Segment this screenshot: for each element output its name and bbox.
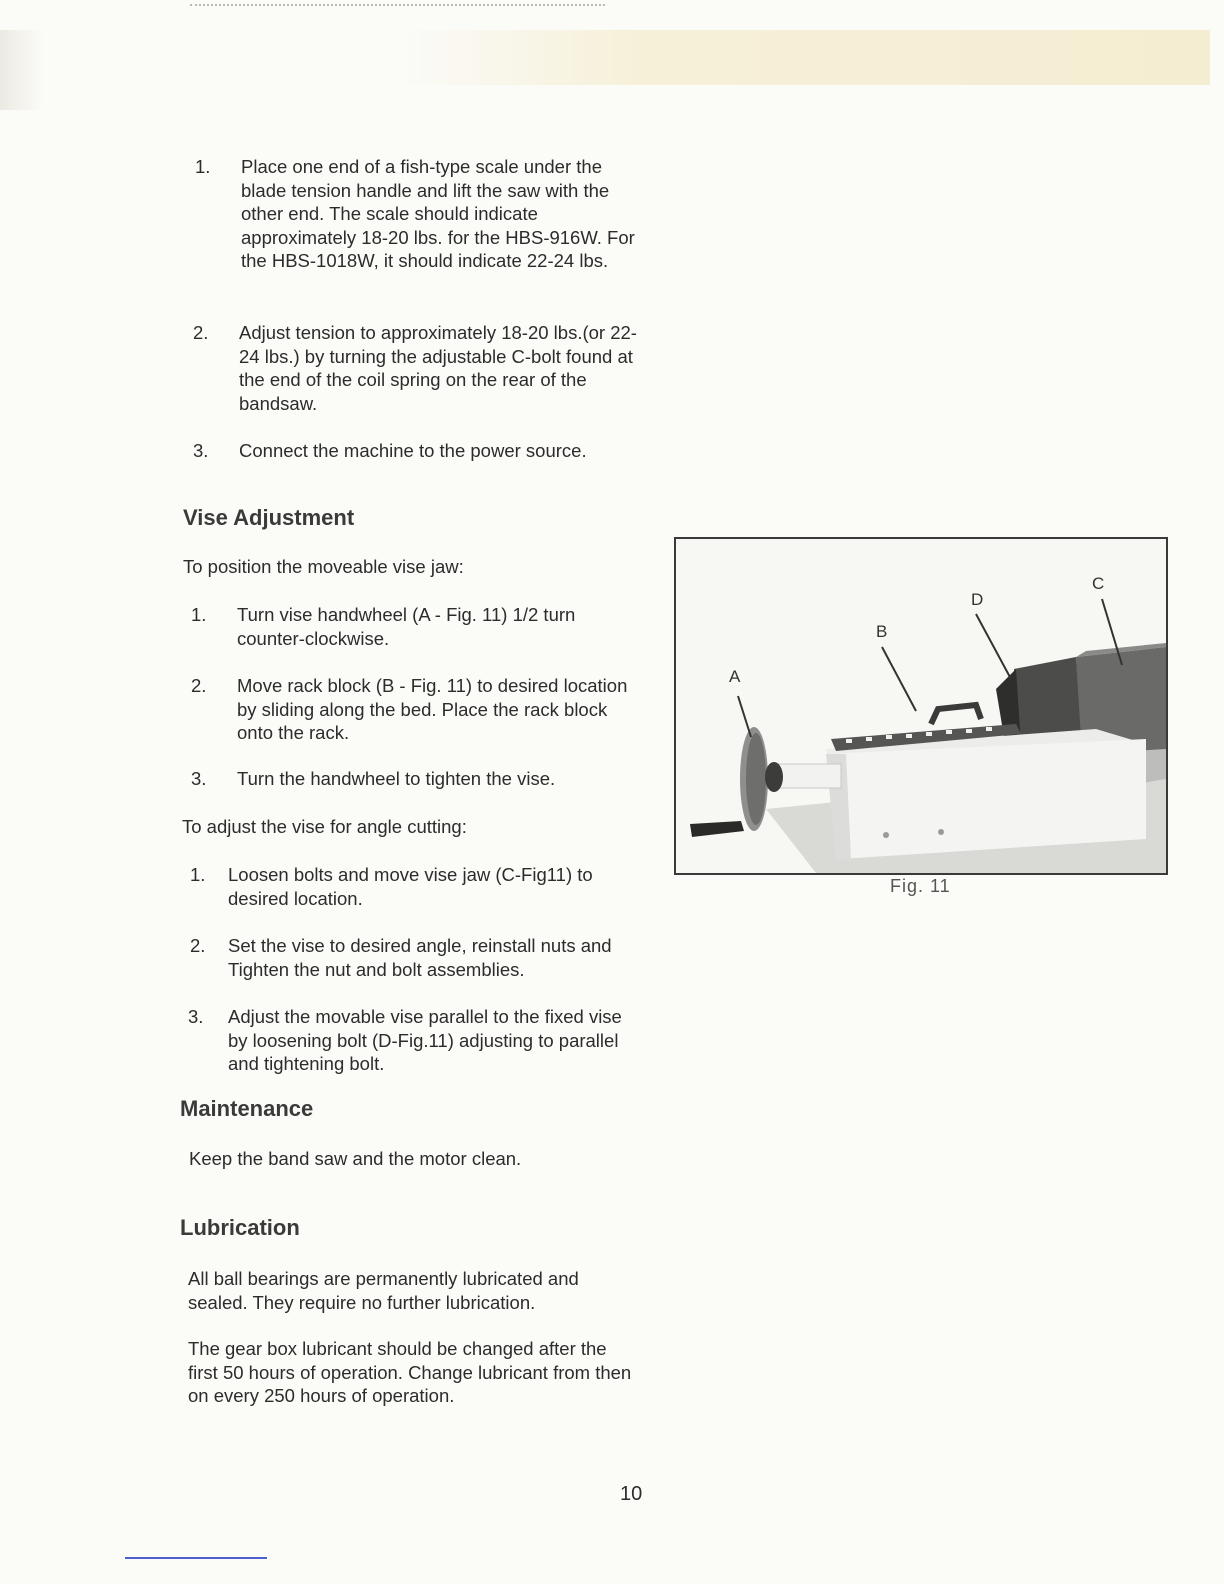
section-heading-maintenance: Maintenance [180, 1096, 314, 1121]
scan-artifact-line [190, 4, 605, 10]
list-number: 2. [190, 935, 206, 956]
list-number: 3. [193, 440, 209, 461]
paragraph: The gear box lubricant should be changed after the first 50 hours of operation. Change lubricant from then on every 250 hours of operation. [188, 1338, 632, 1406]
list-text: Set the vise to desired angle, reinstall nuts and Tighten the nut and bolt assemblies. [228, 935, 612, 980]
figure-caption: Fig. 11 [890, 876, 951, 896]
list-number: 1. [190, 864, 206, 885]
list-number: 2. [193, 322, 209, 343]
list-text: Turn vise handwheel (A - Fig. 11) 1/2 turn counter-clockwise. [237, 604, 576, 649]
bandsaw-vise-illustration [676, 539, 1166, 873]
list-text: Move rack block (B - Fig. 11) to desired location by sliding along the bed. Place the rack block onto the rack. [237, 675, 628, 743]
figure-label-d: D [971, 590, 984, 609]
list-number: 2. [191, 675, 207, 696]
paragraph: Keep the band saw and the motor clean. [189, 1148, 522, 1169]
list-text: Place one end of a fish-type scale under the blade tension handle and lift the saw with the other end. The scale should indicate approximately 18-20 lbs. for the HBS-916W. For the HBS-1018W, it should indicate 22-24 lbs. [241, 156, 635, 271]
figure-11-image [674, 537, 1168, 875]
figure-label-c: C [1092, 574, 1105, 593]
scan-artifact-line-bottom [125, 1557, 267, 1559]
page-number: 10 [620, 1483, 643, 1505]
list-text: Loosen bolts and move vise jaw (C-Fig11) to desired location. [228, 864, 593, 909]
scan-shading-left [0, 30, 44, 110]
list-number: 3. [191, 768, 207, 789]
section-heading-vise: Vise Adjustment [183, 505, 355, 530]
list-text: Adjust tension to approximately 18-20 lbs.(or 22-24 lbs.) by turning the adjustable C-bolt found at the end of the coil spring on the rear of the bandsaw. [239, 322, 637, 414]
section-heading-lubrication: Lubrication [180, 1215, 300, 1240]
figure-label-b: B [876, 622, 888, 641]
list-number: 1. [195, 156, 211, 177]
list-number: 1. [191, 604, 207, 625]
paragraph: To position the moveable vise jaw: [183, 556, 464, 577]
list-text: Connect the machine to the power source. [239, 440, 587, 461]
scan-shading [400, 30, 1210, 85]
figure-label-a: A [729, 667, 741, 686]
list-number: 3. [188, 1006, 204, 1027]
list-text: Turn the handwheel to tighten the vise. [237, 768, 556, 789]
paragraph: All ball bearings are permanently lubricated and sealed. They require no further lubrication. [188, 1268, 579, 1313]
list-text: Adjust the movable vise parallel to the fixed vise by loosening bolt (D-Fig.11) adjusting to parallel and tightening bolt. [228, 1006, 622, 1074]
paragraph: To adjust the vise for angle cutting: [182, 816, 467, 837]
